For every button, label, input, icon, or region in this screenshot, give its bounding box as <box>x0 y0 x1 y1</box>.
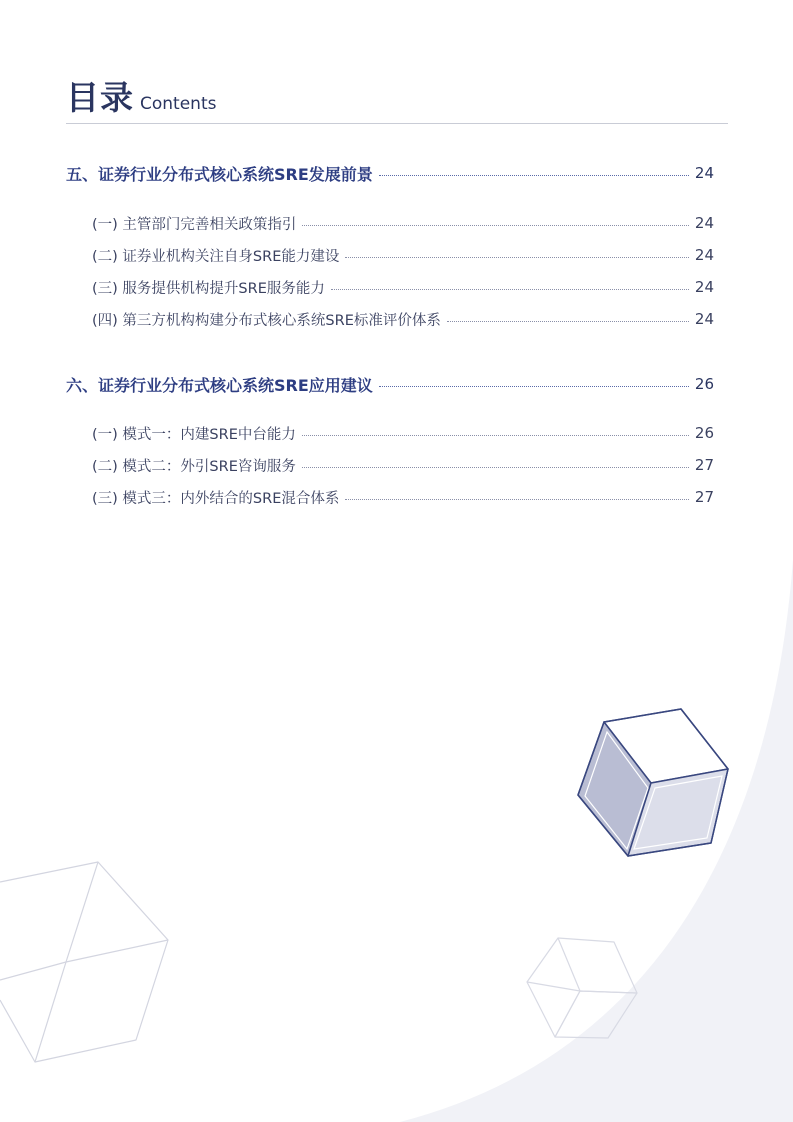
background-arc <box>400 560 793 1122</box>
dot-leader <box>331 289 689 290</box>
page-number: 24 <box>694 164 714 182</box>
toc-section-5-2[interactable] <box>92 244 714 266</box>
page-number: 24 <box>694 246 714 264</box>
page-number: 27 <box>694 456 714 474</box>
toc-chapter-6[interactable] <box>66 372 714 396</box>
chapter-title: 六、证券行业分布式核心系统SRE应用建议 <box>66 375 373 395</box>
toc-header <box>66 76 728 124</box>
dot-leader <box>302 225 688 226</box>
section-title: (二) 证券业机构关注自身SRE能力建设 <box>92 248 340 265</box>
dot-leader <box>379 175 689 176</box>
section-title: (一) 主管部门完善相关政策指引 <box>92 216 297 233</box>
section-title: (四) 第三方机构构建分布式核心系统SRE标准评价体系 <box>92 312 441 329</box>
dot-leader <box>345 257 689 258</box>
toc-section-5-3[interactable] <box>92 276 714 298</box>
section-title: (三) 服务提供机构提升SRE服务能力 <box>92 280 325 297</box>
page-subtitle: Contents <box>140 94 217 114</box>
page-number: 27 <box>694 488 714 506</box>
section-title: (一) 模式一：内建SRE中台能力 <box>92 426 296 443</box>
page-number: 26 <box>694 424 714 442</box>
toc-section-6-2[interactable] <box>92 454 714 476</box>
dot-leader <box>345 499 689 500</box>
toc-section-5-4[interactable] <box>92 308 714 330</box>
dot-leader <box>302 467 689 468</box>
page-number: 26 <box>694 375 714 393</box>
dot-leader <box>302 435 689 436</box>
dot-leader <box>379 386 689 387</box>
section-title: (三) 模式三：内外结合的SRE混合体系 <box>92 490 340 507</box>
page-number: 24 <box>694 214 714 232</box>
page-number: 24 <box>694 310 714 328</box>
small-cube-icon <box>527 938 637 1038</box>
dot-leader <box>447 321 689 322</box>
large-cube-icon <box>578 709 728 856</box>
toc-section-6-3[interactable] <box>92 486 714 508</box>
toc-section-6-1[interactable] <box>92 422 714 444</box>
toc-section-5-1[interactable] <box>92 212 714 234</box>
outline-cube-icon <box>0 862 168 1062</box>
header-divider <box>66 123 728 124</box>
toc-chapter-5[interactable] <box>66 161 714 185</box>
large-cube-inner-edges-icon <box>585 732 722 849</box>
section-title: (二) 模式二：外引SRE咨询服务 <box>92 458 296 475</box>
page-title: 目录 <box>66 78 134 117</box>
chapter-title: 五、证券行业分布式核心系统SRE发展前景 <box>66 164 373 184</box>
page-number: 24 <box>694 278 714 296</box>
